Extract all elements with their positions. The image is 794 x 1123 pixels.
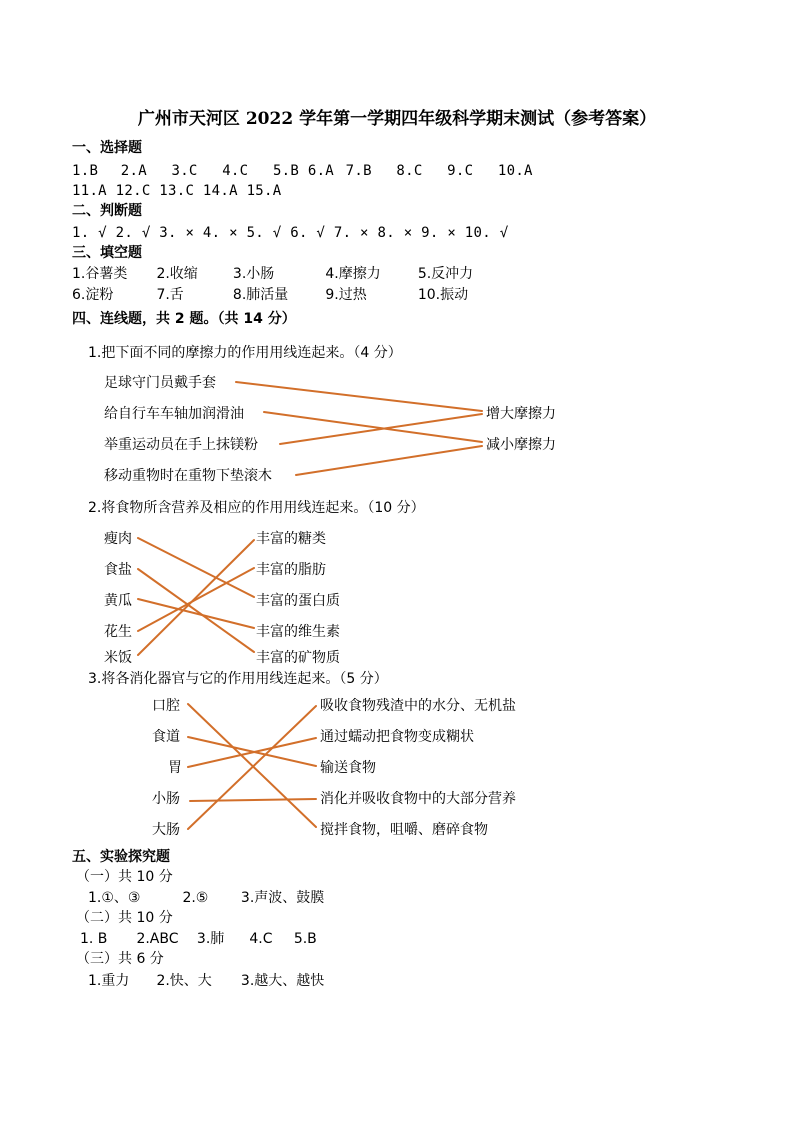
q2-right-item: 丰富的蛋白质	[256, 593, 340, 609]
answer: 4.摩擦力	[325, 266, 381, 282]
answer: 2.快、大	[156, 973, 212, 989]
section-heading-experiment: 五、实验探究题	[72, 849, 170, 865]
answer: 8.C	[396, 163, 423, 179]
answer: 4.C	[222, 163, 249, 179]
choice-answers-row-1	[72, 162, 533, 180]
answer: 5.B 6.A	[272, 163, 335, 179]
answer: 10.A	[497, 163, 533, 179]
q1-right-item: 减小摩擦力	[486, 437, 556, 453]
q3-right-item: 输送食物	[320, 760, 376, 776]
q2-right-item: 丰富的脂肪	[256, 562, 326, 578]
match-line	[138, 538, 254, 597]
answer: 1.B	[72, 163, 99, 179]
q1-left-item: 举重运动员在手上抹镁粉	[104, 437, 258, 453]
match-line	[264, 412, 482, 442]
q3-left-item: 大肠	[152, 822, 180, 838]
q3-right-item: 吸收食物残渣中的水分、无机盐	[320, 698, 516, 714]
q1-left-item: 足球守门员戴手套	[104, 375, 216, 391]
q3-left-item: 小肠	[152, 791, 180, 807]
match-line	[188, 706, 316, 829]
answer: 9.过热	[325, 287, 367, 303]
match-line	[188, 704, 316, 827]
matching-q1-prompt: 1.把下面不同的摩擦力的作用用线连起来。（4 分）	[88, 345, 402, 361]
answer: 3.C	[171, 163, 198, 179]
q2-right-item: 丰富的矿物质	[256, 650, 340, 666]
q2-left-item: 食盐	[104, 562, 132, 578]
match-line	[236, 382, 482, 411]
answer: 6.淀粉	[72, 287, 114, 303]
q2-right-item: 丰富的维生素	[256, 624, 340, 640]
answer: 2.ABC	[136, 931, 179, 947]
page-title: 广州市天河区 2022 学年第一学期四年级科学期末测试（参考答案）	[137, 109, 657, 129]
experiment-part-1-label: （一）共 10 分	[76, 869, 173, 885]
section-heading-choice: 一、选择题	[72, 140, 142, 156]
answer: 2.收缩	[156, 266, 198, 282]
q2-left-item: 黄瓜	[104, 593, 132, 609]
q1-left-item: 给自行车车轴加润滑油	[104, 406, 244, 422]
q3-right-item: 通过蠕动把食物变成糊状	[320, 729, 474, 745]
q1-left-item: 移动重物时在重物下垫滚木	[104, 468, 272, 484]
match-line	[138, 540, 254, 655]
answer: 4.C	[249, 931, 273, 947]
match-line	[190, 799, 316, 801]
experiment-part-2-label: （二）共 10 分	[76, 910, 173, 926]
q3-right-item: 搅拌食物，咀嚼、磨碎食物	[320, 822, 488, 838]
answer: 2.A	[120, 163, 147, 179]
answer: 9.C	[447, 163, 474, 179]
fill-answers-row-2	[72, 286, 468, 304]
experiment-part-3-label: （三）共 6 分	[76, 951, 164, 967]
answer: 1.重力	[88, 973, 130, 989]
fill-answers-row-1	[72, 265, 473, 283]
experiment-part-2-answers	[80, 930, 317, 948]
q1-right-item: 增大摩擦力	[486, 406, 556, 422]
matching-q2-prompt: 2.将食物所含营养及相应的作用用线连起来。（10 分）	[88, 500, 425, 516]
answer: 5.反冲力	[417, 266, 474, 282]
match-line	[188, 737, 316, 766]
answer: 7.舌	[156, 287, 184, 303]
answer: 10.振动	[417, 287, 469, 303]
section-heading-fill: 三、填空题	[72, 245, 142, 261]
q2-left-item: 花生	[104, 624, 132, 640]
answer: 7.B	[345, 163, 372, 179]
match-line	[188, 738, 316, 767]
q2-right-item: 丰富的糖类	[256, 531, 326, 547]
answer: 5.B	[293, 931, 317, 947]
section-heading-judgement: 二、判断题	[72, 203, 142, 219]
experiment-part-1-answers	[88, 889, 324, 907]
section-heading-matching: 四、连线题，共 2 题。（共 14 分）	[72, 311, 296, 327]
match-line	[296, 446, 482, 475]
match-line	[138, 569, 254, 652]
match-line	[138, 599, 254, 628]
answer: 3.肺	[196, 931, 225, 947]
experiment-part-3-answers	[88, 972, 324, 990]
q3-left-item: 胃	[168, 760, 182, 776]
match-line	[280, 414, 482, 444]
answer: 3.小肠	[232, 266, 275, 282]
answer: 1.谷薯类	[72, 266, 128, 282]
q3-left-item: 口腔	[152, 698, 180, 714]
answer: 1.①、③	[88, 890, 141, 906]
q2-left-item: 瘦肉	[104, 531, 132, 547]
q3-left-item: 食道	[152, 729, 180, 745]
choice-answers-row-2: 11.A 12.C 13.C 14.A 15.A	[72, 183, 282, 199]
answer: 1. B	[80, 931, 108, 947]
judgement-answers: 1. √ 2. √ 3. × 4. × 5. √ 6. √ 7. × 8. × 9. × 10. √	[72, 225, 509, 241]
answer: 8.肺活量	[232, 287, 289, 303]
answer: 3.越大、越快	[240, 973, 325, 989]
q2-left-item: 米饭	[104, 650, 132, 666]
q3-right-item: 消化并吸收食物中的大部分营养	[320, 791, 516, 807]
match-line	[138, 568, 254, 631]
answer: 2.⑤	[182, 890, 209, 906]
answer: 3.声波、鼓膜	[240, 890, 325, 906]
matching-q3-prompt: 3.将各消化器官与它的作用用线连起来。（5 分）	[88, 671, 388, 687]
